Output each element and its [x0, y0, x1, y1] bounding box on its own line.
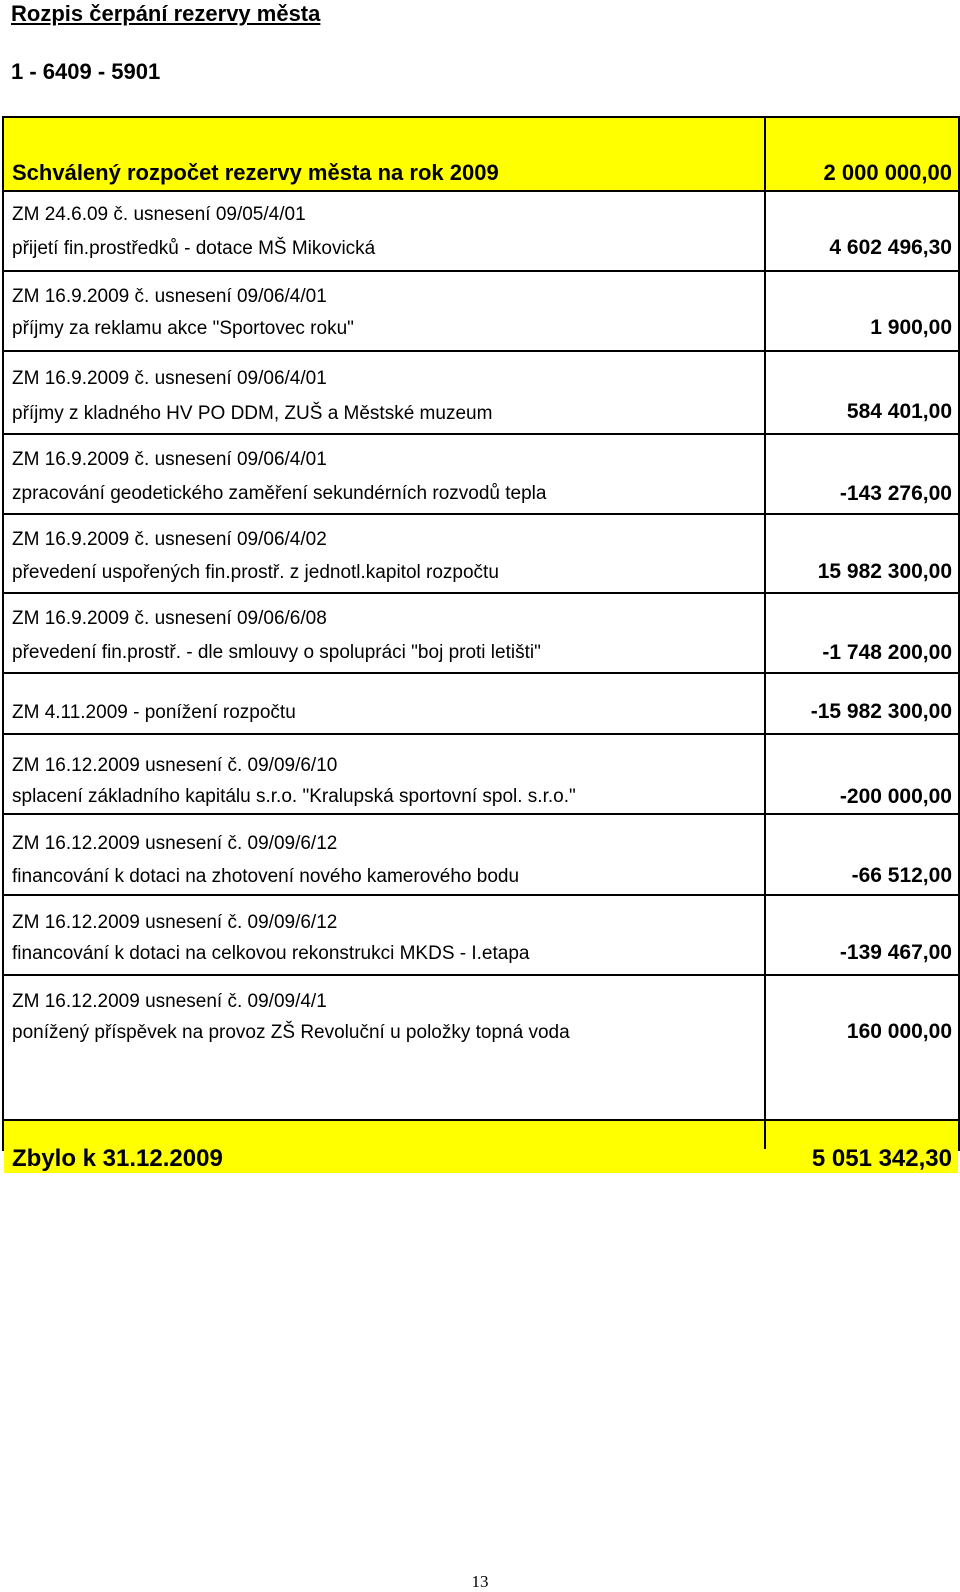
item-description: ponížený příspěvek na provoz ZŠ Revoluční u položky topná voda: [12, 1022, 570, 1043]
item-description: příjmy za reklamu akce "Sportovec roku": [12, 318, 354, 339]
item-amount: -1 748 200,00: [822, 641, 952, 664]
document-title: Rozpis čerpání rezervy města: [11, 1, 321, 26]
resolution-ref: ZM 16.9.2009 č. usnesení 09/06/4/01: [12, 368, 327, 389]
resolution-ref: ZM 16.12.2009 usnesení č. 09/09/6/10: [12, 755, 338, 776]
resolution-ref: ZM 16.12.2009 usnesení č. 09/09/6/12: [12, 833, 338, 854]
column-divider: [764, 118, 766, 1149]
resolution-ref: ZM 16.9.2009 č. usnesení 09/06/6/08: [12, 608, 327, 629]
page-number: 13: [471, 1572, 489, 1591]
item-amount: 4 602 496,30: [829, 236, 952, 259]
item-amount: 584 401,00: [846, 400, 952, 423]
total-label: Zbylo k 31.12.2009: [12, 1145, 223, 1172]
item-description: příjmy z kladného HV PO DDM, ZUŠ a Městské muzeum: [12, 403, 493, 424]
table-row: [4, 350, 958, 433]
table-row: [4, 592, 958, 672]
item-amount: -15 982 300,00: [810, 700, 952, 723]
item-amount: -139 467,00: [839, 941, 952, 964]
total-amount: 5 051 342,30: [811, 1145, 952, 1172]
item-description: převedení fin.prostř. - dle smlouvy o spolupráci "boj proti letišti": [12, 642, 541, 663]
item-amount: 1 900,00: [870, 316, 952, 339]
resolution-ref: ZM 24.6.09 č. usnesení 09/05/4/01: [12, 204, 306, 225]
item-description: financování k dotaci na zhotovení nového kamerového bodu: [12, 866, 520, 887]
resolution-ref: ZM 16.9.2009 č. usnesení 09/06/4/01: [12, 449, 327, 470]
resolution-ref: ZM 16.9.2009 č. usnesení 09/06/4/01: [12, 286, 327, 307]
budget-header-label: Schválený rozpočet rezervy města na rok 2009: [12, 160, 499, 185]
item-description: přijetí fin.prostředků - dotace MŠ Mikovická: [12, 238, 376, 259]
table-row: [4, 513, 958, 592]
resolution-ref: ZM 16.12.2009 usnesení č. 09/09/6/12: [12, 912, 338, 933]
item-description: převedení uspořených fin.prostř. z jednotl.kapitol rozpočtu: [12, 562, 499, 583]
item-amount: 160 000,00: [846, 1020, 952, 1043]
item-amount: 15 982 300,00: [817, 560, 952, 583]
budget-code: 1 - 6409 - 5901: [11, 59, 161, 84]
table-row: [4, 813, 958, 894]
item-description: financování k dotaci na celkovou rekonstrukci MKDS - I.etapa: [12, 943, 530, 964]
reserve-table: [2, 116, 960, 1172]
item-description: zpracování geodetického zaměření sekundérních rozvodů tepla: [12, 483, 547, 504]
table-row: [4, 190, 958, 270]
table-row: [4, 433, 958, 513]
budget-header-amount: 2 000 000,00: [823, 160, 952, 185]
total-row: [4, 1119, 958, 1173]
resolution-ref: ZM 16.9.2009 č. usnesení 09/06/4/02: [12, 529, 327, 550]
table-row: [4, 672, 958, 733]
item-amount: -200 000,00: [839, 785, 952, 808]
table-row: [4, 733, 958, 813]
table-frame: [2, 116, 960, 1172]
budget-header-row: [4, 118, 958, 190]
item-description: splacení základního kapitálu s.r.o. "Kralupská sportovní spol. s.r.o.": [12, 786, 576, 807]
item-amount: -66 512,00: [851, 864, 952, 887]
item-amount: -143 276,00: [839, 482, 952, 505]
resolution-ref: ZM 16.12.2009 usnesení č. 09/09/4/1: [12, 991, 327, 1012]
table-row: [4, 974, 958, 1119]
table-row: [4, 894, 958, 974]
table-row: [4, 270, 958, 350]
item-description: ZM 4.11.2009 - ponížení rozpočtu: [12, 702, 296, 723]
